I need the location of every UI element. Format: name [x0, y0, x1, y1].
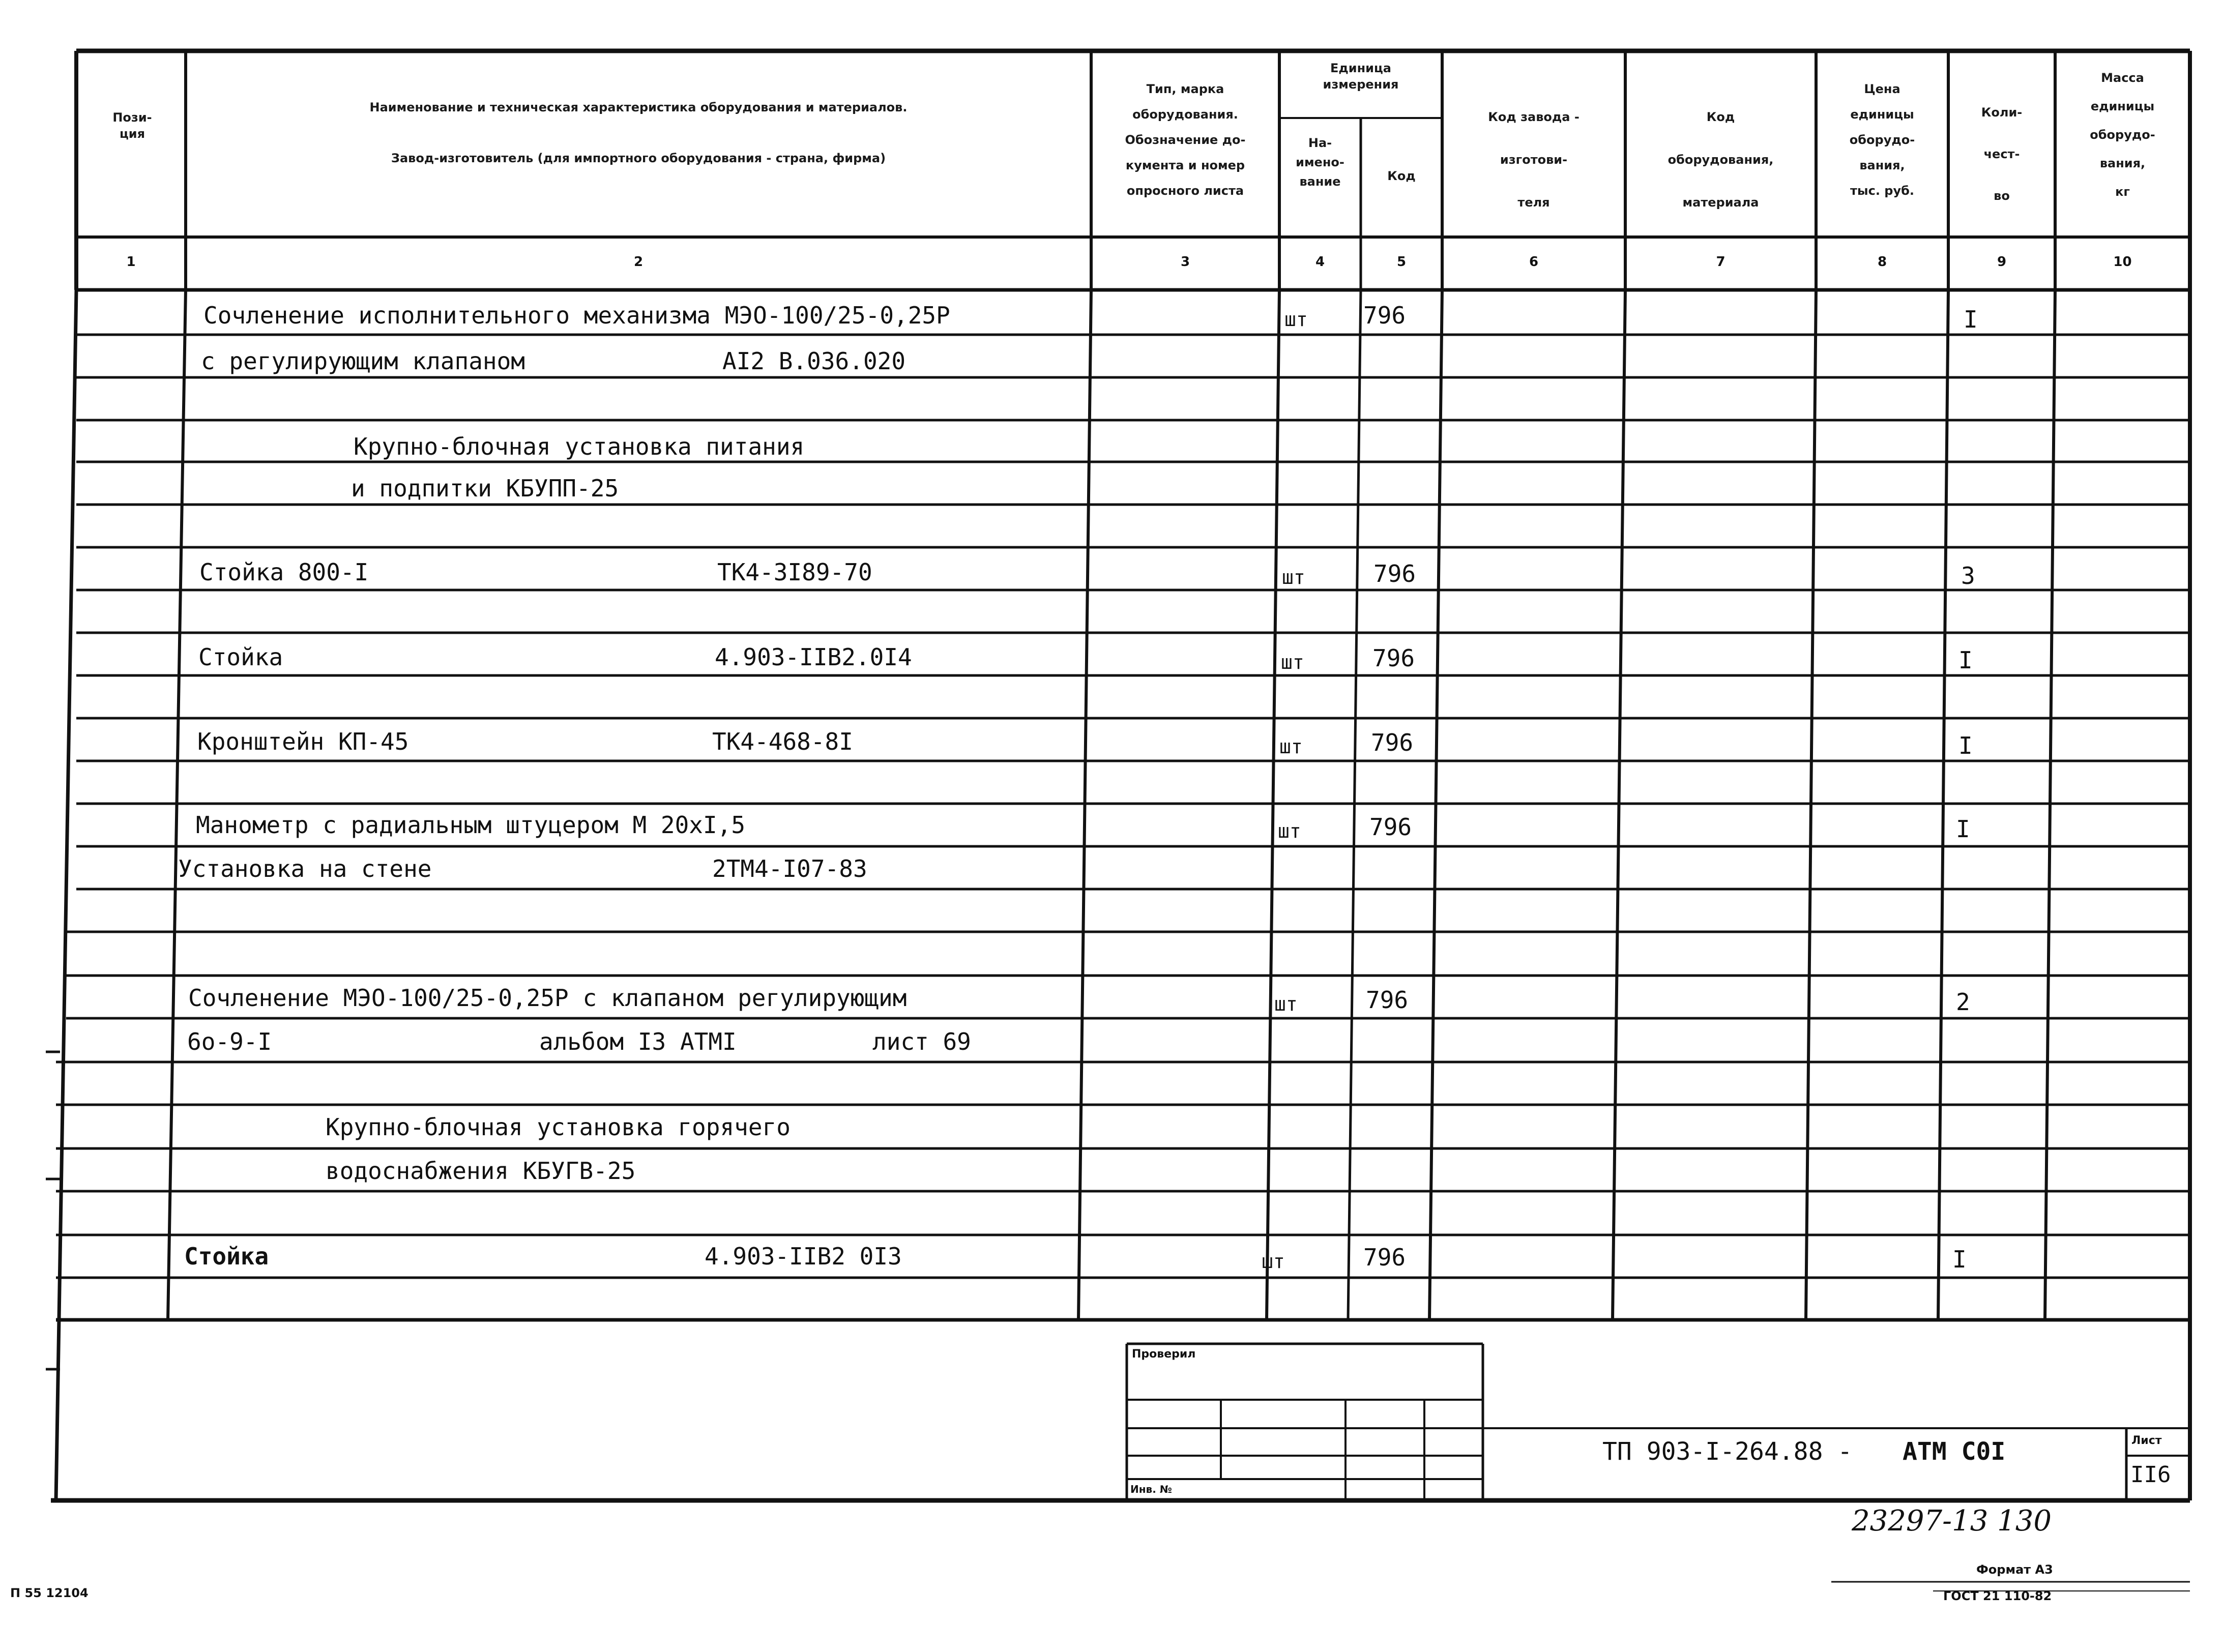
row-3-mark: ТК4-3I89-70 — [717, 558, 872, 586]
section-heading-2b: водоснабжения КБУГВ-25 — [326, 1157, 636, 1185]
print-code: П 55 12104 — [10, 1586, 89, 1600]
row-9-sheet: лист 69 — [872, 1028, 971, 1055]
row-1-code: 796 — [1363, 302, 1406, 329]
col-number-7: 7 — [1716, 254, 1725, 270]
col-number-10: 10 — [2113, 254, 2132, 270]
row-10-mark: 4.903-IIВ2 0I3 — [705, 1243, 902, 1270]
row-10-code: 796 — [1363, 1244, 1406, 1271]
document-suffix: АТМ С0I — [1903, 1437, 2006, 1466]
paper-format: Формат А3 — [1976, 1562, 2053, 1577]
col-number-6: 6 — [1529, 254, 1539, 270]
row-6-qty: I — [1956, 815, 1970, 843]
col-number-3: 3 — [1180, 254, 1190, 270]
header-name-line2: Завод-изготовитель (для импортного оборудования - страна, фирма) — [391, 151, 886, 165]
row-1-qty: I — [1964, 306, 1978, 333]
row-5-unit: шт — [1279, 735, 1303, 758]
row-3-unit: шт — [1282, 566, 1305, 588]
row-1-unit: шт — [1284, 308, 1308, 331]
col-number-9: 9 — [1997, 254, 2007, 270]
row-8-unit: шт — [1274, 993, 1298, 1015]
handwritten-archive-number: 23297-13 130 — [1852, 1504, 2052, 1538]
row-7-name: Установка на стене — [178, 855, 432, 882]
row-4-name: Стойка — [198, 643, 283, 671]
row-9-mark: альбом I3 АТМI — [539, 1028, 737, 1055]
header-unit-code: Код — [1387, 169, 1416, 183]
section-heading-2a: Крупно-блочная установка горячего — [326, 1113, 791, 1141]
row-4-code: 796 — [1372, 644, 1415, 672]
row-2-name: с регулирующим клапаном — [201, 347, 525, 375]
row-4-unit: шт — [1281, 651, 1304, 673]
row-5-mark: ТК4-468-8I — [712, 728, 853, 755]
row-8-name: Сочленение МЭО-100/25-0,25Р с клапаном регулирующим — [188, 984, 907, 1012]
header-unit-name: На- имено- вание — [1296, 136, 1344, 189]
row-4-mark: 4.903-IIВ2.0I4 — [715, 643, 912, 671]
header-name-line1: Наименование и техническая характеристика оборудования и материалов. — [369, 100, 908, 114]
header-unit-group: Единица измерения — [1323, 61, 1399, 92]
row-9-name: 6о-9-I — [187, 1028, 272, 1055]
row-4-qty: I — [1958, 646, 1973, 674]
header-type-mark: Тип, марка оборудования. Обозначение до- кумента и номер опросного листа — [1125, 82, 1246, 198]
row-10-name: Стойка — [184, 1243, 269, 1270]
header-unit-price: Цена единицы оборудо- вания, тыс. руб. — [1849, 82, 1915, 198]
col-number-8: 8 — [1877, 254, 1887, 270]
col-number-4: 4 — [1315, 254, 1325, 270]
row-5-name: Кронштейн КП-45 — [197, 728, 409, 755]
col-number-2: 2 — [633, 254, 643, 270]
sheet-number: II6 — [2130, 1462, 2171, 1488]
row-3-qty: 3 — [1961, 562, 1975, 589]
row-3-code: 796 — [1373, 560, 1416, 587]
row-6-unit: шт — [1278, 820, 1301, 842]
row-10-unit: шт — [1262, 1250, 1285, 1273]
col-number-1: 1 — [126, 254, 136, 270]
header-factory-code: Код завода - изготови- теля — [1488, 110, 1579, 210]
row-6-name: Манометр с радиальным штуцером М 20хI,5 — [196, 811, 746, 839]
row-2-mark: АI2 В.036.020 — [722, 347, 906, 375]
row-5-code: 796 — [1371, 729, 1414, 756]
gost-reference: ГОСТ 21 110-82 — [1943, 1589, 2052, 1603]
header-position: Пози- ция — [112, 110, 152, 141]
row-3-name: Стойка 800-I — [199, 558, 369, 586]
row-10-qty: I — [1952, 1246, 1967, 1273]
row-1-name: Сочленение исполнительного механизма МЭО-100/25-0,25Р — [203, 302, 950, 329]
row-7-mark: 2ТМ4-I07-83 — [712, 855, 867, 882]
col-number-5: 5 — [1396, 254, 1407, 270]
row-5-qty: I — [1958, 732, 1973, 759]
header-quantity: Коли- чест- во — [1981, 105, 2023, 203]
stamp-inventory-label: Инв. № — [1130, 1483, 1172, 1495]
section-heading-1b: и подпитки КБУПП-25 — [351, 475, 619, 502]
stamp-checked-label: Проверил — [1132, 1348, 1196, 1361]
section-heading-1a: Крупно-блочная установка питания — [354, 433, 805, 460]
row-8-qty: 2 — [1956, 988, 1970, 1016]
header-mass: Масса единицы оборудо- вания, кг — [2090, 71, 2155, 199]
document-code: ТП 903-I-264.88 - — [1602, 1437, 1853, 1466]
header-equipment-code: Код оборудования, материала — [1668, 110, 1774, 210]
row-6-code: 796 — [1369, 813, 1412, 841]
row-8-code: 796 — [1366, 986, 1409, 1014]
sheet-label: Лист — [2131, 1434, 2162, 1447]
